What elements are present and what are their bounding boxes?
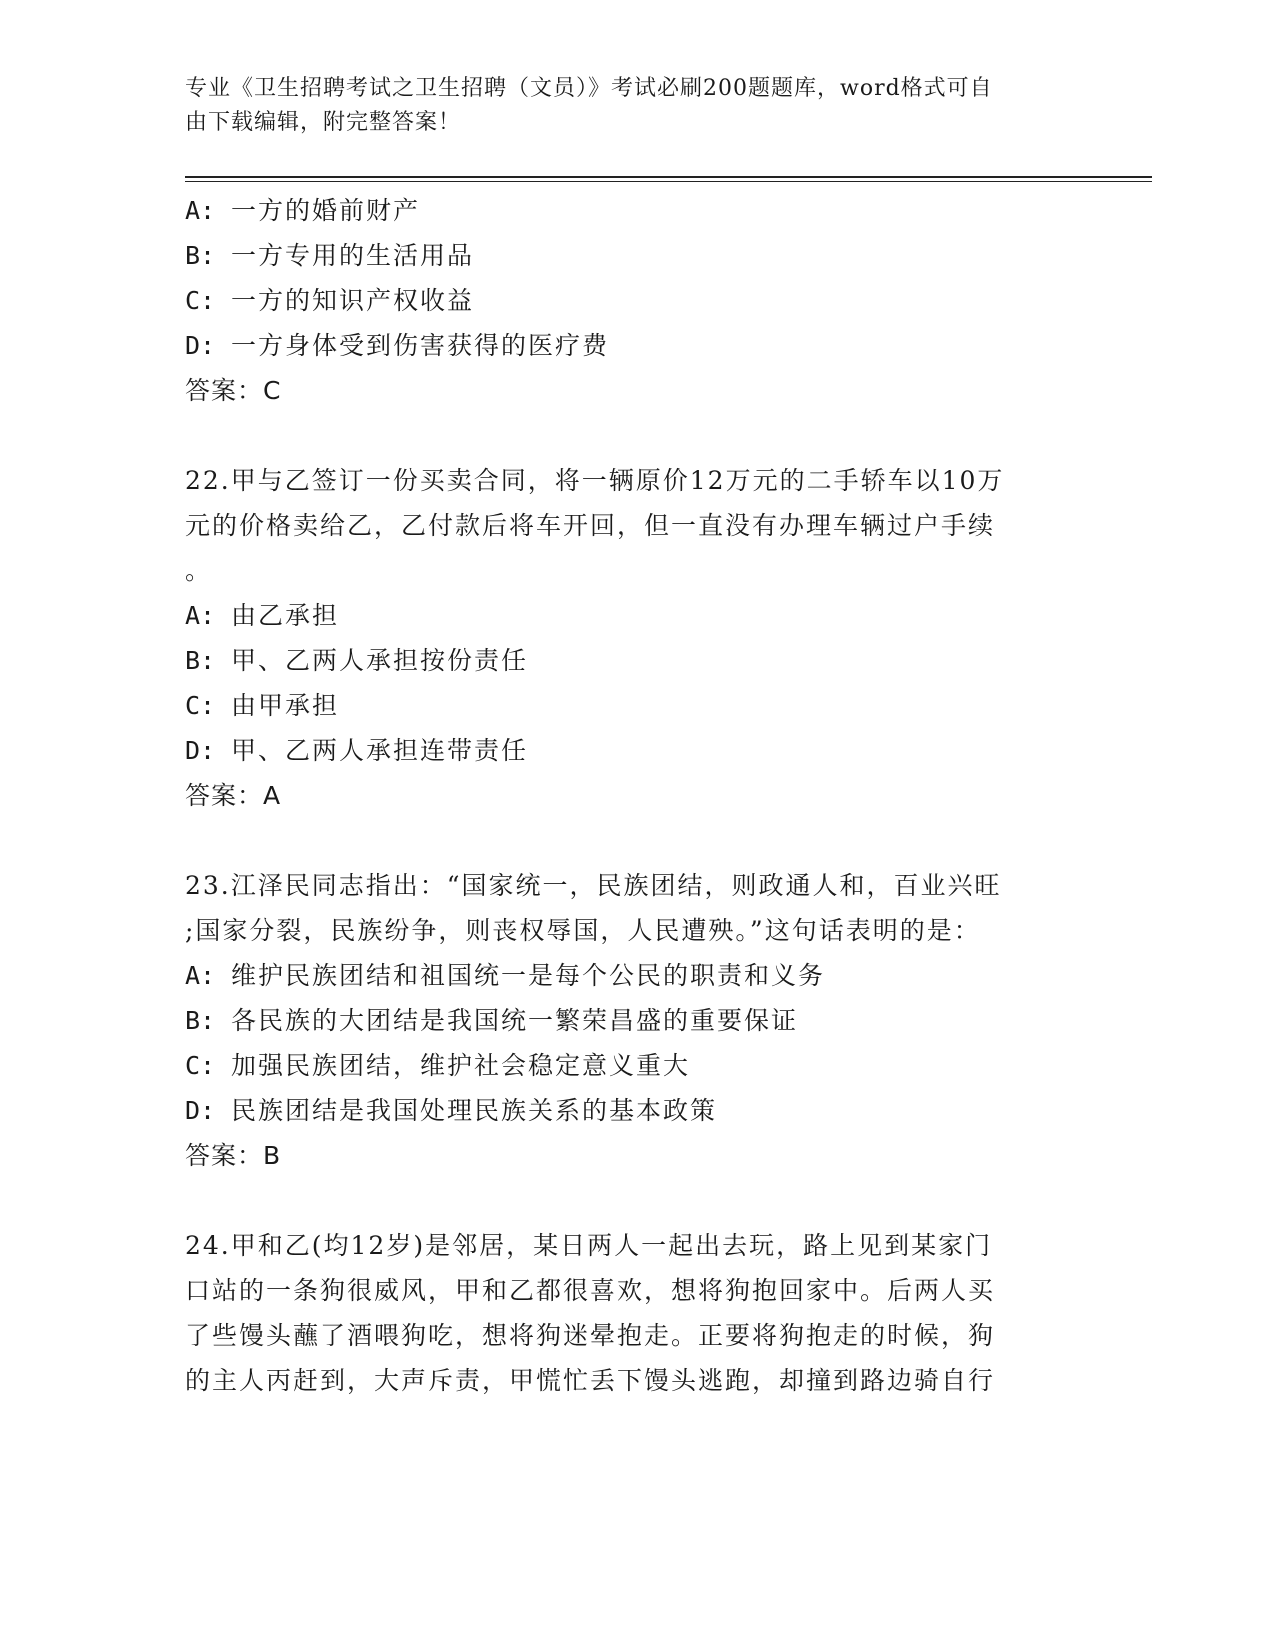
option-label: B: [185,646,216,675]
option-d [185,728,1085,773]
option-c [185,683,1085,728]
option-text: 甲、乙两人承担按份责任 [231,646,529,675]
option-text: 一方专用的生活用品 [231,241,475,270]
header-title-line-1: 专业《卫生招聘考试之卫生招聘（文员）》考试必刷200题题库，word格式可自 [185,76,993,101]
header-divider-thick [185,176,1152,178]
option-b [185,638,1085,683]
option-b [185,998,1085,1043]
spacer [185,413,1085,458]
answer-line: 答案：C [185,376,282,405]
spacer [185,818,1085,863]
question-23 [185,863,1085,1178]
option-label: B: [185,241,216,270]
question-text-line: 24.甲和乙(均12岁)是邻居，某日两人一起出去玩，路上见到某家门 [185,1231,993,1260]
header-title-line-2: 由下载编辑，附完整答案！ [185,110,462,135]
option-label: B: [185,1006,216,1035]
option-text: 甲、乙两人承担连带责任 [231,736,529,765]
option-text: 民族团结是我国处理民族关系的基本政策 [231,1096,718,1125]
option-label: C: [185,286,216,315]
question-text-line: ;国家分裂，民族纷争，则丧权辱国，人民遭殃。”这句话表明的是： [185,916,981,945]
option-b [185,233,1085,278]
option-text: 由甲承担 [231,691,340,720]
question-24 [185,1223,1085,1403]
option-label: A: [185,961,216,990]
question-text-line: 。 [185,556,213,585]
question-list [185,188,1085,1403]
question-text-line: 22.甲与乙签订一份买卖合同，将一辆原价12万元的二手轿车以10万 [185,466,1005,495]
option-text: 一方的知识产权收益 [231,286,475,315]
option-a [185,593,1085,638]
question-text-line: 的主人丙赶到，大声斥责，甲慌忙丢下馒头逃跑，却撞到路边骑自行 [185,1366,996,1395]
option-a [185,188,1085,233]
question-21 [185,188,1085,413]
option-text: 一方的婚前财产 [231,196,421,225]
option-text: 由乙承担 [231,601,340,630]
option-a [185,953,1085,998]
option-d [185,1088,1085,1133]
option-label: A: [185,196,216,225]
question-text-line: 23.江泽民同志指出：“国家统一，民族团结，则政通人和，百业兴旺 [185,871,1002,900]
spacer [185,1178,1085,1223]
option-label: C: [185,1051,216,1080]
option-text: 维护民族团结和祖国统一是每个公民的职责和义务 [231,961,826,990]
answer-line: 答案：B [185,1141,282,1170]
option-text: 一方身体受到伤害获得的医疗费 [231,331,610,360]
option-text: 加强民族团结，维护社会稳定意义重大 [231,1051,691,1080]
answer-line: 答案：A [185,781,282,810]
question-22 [185,458,1085,818]
option-c [185,278,1085,323]
option-text: 各民族的大团结是我国统一繁荣昌盛的重要保证 [231,1006,799,1035]
question-text-line: 了些馒头蘸了酒喂狗吃，想将狗迷晕抱走。正要将狗抱走的时候，狗 [185,1321,996,1350]
option-d [185,323,1085,368]
option-label: D: [185,331,216,360]
header-divider-thin [185,181,1152,182]
document-header [185,72,1065,140]
option-label: A: [185,601,216,630]
question-text-line: 口站的一条狗很威风，甲和乙都很喜欢，想将狗抱回家中。后两人买 [185,1276,996,1305]
option-label: D: [185,1096,216,1125]
question-text-line: 元的价格卖给乙，乙付款后将车开回，但一直没有办理车辆过户手续 [185,511,996,540]
option-label: D: [185,736,216,765]
option-c [185,1043,1085,1088]
option-label: C: [185,691,216,720]
